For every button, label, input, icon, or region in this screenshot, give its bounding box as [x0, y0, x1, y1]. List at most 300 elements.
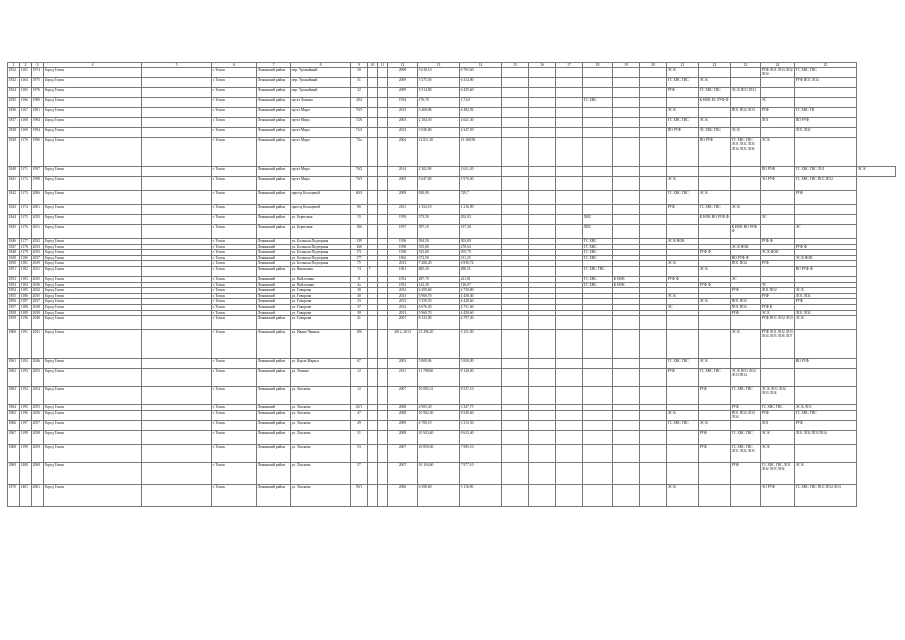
table-cell	[378, 420, 388, 430]
table-cell: 1956	[388, 239, 418, 245]
table-cell: 33	[351, 299, 368, 305]
table-cell	[378, 444, 388, 462]
table-cell	[142, 410, 212, 420]
table-cell: ПО РУФ	[699, 138, 731, 167]
table-cell: 1860	[8, 330, 20, 359]
table-cell	[613, 215, 640, 225]
table-cell: 2004	[388, 138, 418, 167]
table-cell: 295,79	[460, 250, 502, 256]
table-cell: ул. Большая Подгорная	[291, 250, 351, 256]
table-cell: ТС ХВС ГВС	[583, 266, 613, 276]
table-cell: 139	[351, 239, 368, 245]
table-cell: ПО РУФ	[667, 128, 699, 138]
table-cell: 2009	[388, 88, 418, 98]
table-cell	[368, 387, 378, 405]
table-cell	[368, 118, 378, 128]
table-cell	[142, 128, 212, 138]
table-cell: ТС ХВС ГВС	[667, 118, 699, 128]
table-cell	[640, 430, 667, 444]
table-cell	[502, 266, 529, 276]
table-cell: ЭО РУФ	[761, 177, 795, 191]
table-cell: 1991	[32, 108, 44, 118]
table-cell: 2058	[32, 430, 44, 444]
table-cell	[613, 387, 640, 405]
table-cell	[368, 205, 378, 215]
table-cell: 1194	[20, 387, 32, 405]
table-cell	[613, 98, 640, 108]
table-cell: Ленинский	[257, 244, 291, 250]
table-cell: г. Томск	[212, 118, 257, 128]
column-header: 11	[378, 63, 388, 68]
table-cell: Город Томск	[44, 316, 142, 330]
column-header: 8	[291, 63, 351, 68]
table-cell: Ленинский район	[257, 167, 291, 177]
table-cell	[529, 444, 556, 462]
table-cell	[613, 118, 640, 128]
table-cell	[795, 369, 857, 387]
table-cell: РУФ	[761, 410, 795, 420]
table-cell	[502, 167, 529, 177]
table-cell: 480,51	[460, 266, 502, 276]
table-cell	[378, 410, 388, 420]
table-cell	[378, 68, 388, 78]
table-cell	[502, 108, 529, 118]
table-cell	[556, 108, 583, 118]
table-cell: 820,90	[418, 191, 460, 205]
table-cell: 1185	[20, 288, 32, 294]
table-cell: 37	[351, 304, 368, 310]
table-cell: Ленинский район	[257, 177, 291, 191]
table-cell: 72а	[351, 138, 368, 167]
table-cell	[529, 167, 556, 177]
table-cell: 1842	[8, 191, 20, 205]
table-cell: РУФ	[667, 88, 699, 98]
table-cell	[583, 430, 613, 444]
table-cell: 2056	[32, 410, 44, 420]
table-cell: 2011	[388, 369, 418, 387]
table-cell: 4 428,60	[460, 299, 502, 305]
table-cell: Город Томск	[44, 98, 142, 108]
table-cell: РУФ Ф	[699, 282, 731, 288]
table-cell: ТС ХВС ГВС	[795, 68, 857, 78]
table-cell	[795, 330, 857, 359]
table-cell: ЛО1 ЛО2 ПО3 ПО4	[795, 430, 857, 444]
table-cell: Ленинский	[257, 288, 291, 294]
table-cell	[529, 484, 556, 506]
table-row	[8, 215, 896, 225]
table-cell: РУФ	[761, 293, 795, 299]
table-cell: 1957	[388, 225, 418, 239]
table-cell: 1847	[8, 244, 20, 250]
table-cell: 1839	[8, 138, 20, 167]
table-cell: 18б	[351, 225, 368, 239]
table-cell: 1188	[20, 304, 32, 310]
table-cell: ул. Говорова	[291, 310, 351, 316]
table-cell	[761, 191, 795, 205]
table-cell	[502, 191, 529, 205]
column-header: 2	[20, 63, 32, 68]
table-cell: ПО1 ПО2 ЛО3	[731, 108, 761, 118]
table-cell: 2003	[388, 359, 418, 369]
table-cell	[640, 205, 667, 215]
table-cell: РУФ	[667, 369, 699, 387]
table-cell: 1976	[32, 88, 44, 98]
table-cell	[795, 205, 857, 215]
table-cell: 2061	[32, 484, 44, 506]
table-body	[8, 68, 896, 507]
table-cell: ЭС К	[795, 462, 857, 484]
table-cell: 2012	[388, 304, 418, 310]
table-cell: ТС ХВС ГВС	[667, 78, 699, 88]
table-cell: 2009	[388, 191, 418, 205]
table-cell: ЭС К	[857, 167, 896, 177]
table-cell	[613, 167, 640, 177]
table-cell: 2013	[388, 261, 418, 267]
table-cell	[142, 138, 212, 167]
table-cell: Город Томск	[44, 261, 142, 267]
table-cell: ТС ХВС ГВС	[795, 410, 857, 420]
table-cell: 1190	[20, 316, 32, 330]
table-cell	[378, 369, 388, 387]
table-cell	[556, 316, 583, 330]
table-cell: 1187	[20, 299, 32, 305]
table-cell: 3 038,80	[418, 128, 460, 138]
table-cell: 1168	[20, 118, 32, 128]
table-cell: К НОК ВО РУФ Ф	[699, 215, 731, 225]
table-cell: Ленинский район	[257, 98, 291, 108]
table-cell: 303,09	[460, 239, 502, 245]
table-cell: г. Томск	[212, 167, 257, 177]
table-cell: 1984	[32, 118, 44, 128]
table-cell	[142, 484, 212, 506]
table-cell: 45/1	[351, 405, 368, 411]
table-cell	[368, 359, 378, 369]
table-cell: ул. Лыскова	[291, 410, 351, 420]
table-cell: 4 905,30	[418, 405, 460, 411]
table-cell: г. Томск	[212, 128, 257, 138]
table-cell: 6 797,30	[460, 316, 502, 330]
table-cell: Город Томск	[44, 68, 142, 78]
table-cell: пр-кт Мира	[291, 177, 351, 191]
table-cell	[502, 78, 529, 88]
table-cell	[529, 78, 556, 88]
table-cell: ЭС К ЛО1	[795, 405, 857, 411]
table-cell	[556, 410, 583, 420]
table-cell: 15	[351, 215, 368, 225]
table-cell: 1183	[20, 276, 32, 282]
table-cell: Ленинский район	[257, 410, 291, 420]
table-row	[8, 420, 896, 430]
table-cell: 311,25	[460, 255, 502, 261]
table-cell	[699, 177, 731, 191]
table-cell: 2008	[388, 410, 418, 420]
table-cell: г. Томск	[212, 215, 257, 225]
table-cell	[640, 420, 667, 430]
table-cell	[640, 191, 667, 205]
table-cell	[502, 330, 529, 359]
table-cell: ТС ХВС ГВС	[699, 88, 731, 98]
table-cell: 2055	[32, 405, 44, 411]
table-cell: ЭС К	[667, 108, 699, 118]
table-cell: 76/3	[351, 177, 368, 191]
table-cell	[502, 177, 529, 191]
table-cell: ул. Большая Подгорная	[291, 255, 351, 261]
table-cell	[556, 78, 583, 88]
table-cell	[613, 330, 640, 359]
table-cell: 6 676,50	[418, 304, 460, 310]
table-cell: 373,50	[418, 215, 460, 225]
table-cell: ул. Ивана Черных	[291, 330, 351, 359]
table-cell	[142, 78, 212, 88]
table-cell: 2039	[32, 261, 44, 267]
table-cell: Ленинский район	[257, 68, 291, 78]
table-cell	[583, 68, 613, 78]
table-row	[8, 108, 896, 118]
table-cell	[699, 225, 731, 239]
table-cell: РУФ ПО1 ЛО2 ЛО3	[761, 316, 795, 330]
table-cell: Город Томск	[44, 108, 142, 118]
table-cell: Город Томск	[44, 405, 142, 411]
table-cell	[142, 387, 212, 405]
table-cell: 1952	[388, 282, 418, 288]
table-cell: г. Томск	[212, 177, 257, 191]
table-cell: ЭС К НОК	[795, 255, 857, 261]
table-cell: 59/1	[351, 484, 368, 506]
column-header: 25	[795, 63, 857, 68]
table-cell: г. Томск	[212, 420, 257, 430]
table-cell: пр-кт Мира	[291, 108, 351, 118]
table-cell: 1186	[20, 293, 32, 299]
table-cell: 1867	[8, 430, 20, 444]
table-cell	[529, 98, 556, 108]
table-cell: 75	[351, 261, 368, 267]
table-cell	[583, 387, 613, 405]
table-cell	[640, 266, 667, 276]
table-cell: 2032	[32, 288, 44, 294]
table-cell: 1858	[8, 310, 20, 316]
table-cell	[731, 68, 761, 78]
table-cell: ЭС	[731, 276, 761, 282]
table-cell: г. Томск	[212, 405, 257, 411]
table-row	[8, 88, 896, 98]
table-cell: 2013	[388, 293, 418, 299]
table-cell: 10 902,30	[418, 410, 460, 420]
table-cell: Ленинский район	[257, 387, 291, 405]
table-cell: Ленинский район	[257, 108, 291, 118]
table-row	[8, 484, 896, 506]
table-cell	[731, 191, 761, 205]
table-cell: 1400	[20, 462, 32, 484]
table-cell	[667, 215, 699, 225]
table-cell: Ленинский район	[257, 420, 291, 430]
table-cell: 1864	[8, 405, 20, 411]
table-cell: ЭС К	[761, 444, 795, 462]
table-cell: 2031	[32, 225, 44, 239]
table-cell: 171	[351, 250, 368, 256]
table-cell	[529, 410, 556, 420]
table-row	[8, 205, 896, 215]
table-cell: 5 808,06	[418, 359, 460, 369]
table-cell: Город Томск	[44, 369, 142, 387]
table-cell: 74	[351, 266, 368, 276]
table-cell: 2037	[32, 255, 44, 261]
table-cell: 1958	[388, 244, 418, 250]
table-cell: 2007	[388, 316, 418, 330]
table-cell: 1181	[20, 261, 32, 267]
table-cell	[368, 420, 378, 430]
table-cell: Город Томск	[44, 293, 142, 299]
table-cell: 2006	[388, 484, 418, 506]
table-cell: Ленинский	[257, 261, 291, 267]
table-cell: 2032	[32, 239, 44, 245]
table-cell: г. Томск	[212, 410, 257, 420]
table-cell: Город Томск	[44, 430, 142, 444]
table-cell: 397,10	[418, 225, 460, 239]
table-cell: 1958	[388, 250, 418, 256]
column-header: 13	[418, 63, 460, 68]
table-cell: 5 514,89	[418, 88, 460, 98]
table-cell: 1851	[8, 266, 20, 276]
table-cell: ЭС К	[795, 288, 857, 294]
table-cell: Ленинский	[257, 255, 291, 261]
table-cell: Ленинский	[257, 405, 291, 411]
table-cell: 2053	[32, 369, 44, 387]
table-cell: ул. Лыскова	[291, 420, 351, 430]
table-cell	[731, 266, 761, 276]
table-cell: Город Томск	[44, 310, 142, 316]
table-row	[8, 316, 896, 330]
table-cell	[378, 316, 388, 330]
table-cell: 1191	[20, 330, 32, 359]
table-cell	[556, 369, 583, 387]
table-cell	[368, 108, 378, 118]
table-row	[8, 387, 896, 405]
table-cell: 1178	[20, 244, 32, 250]
table-row	[8, 430, 896, 444]
table-cell: Ленинский район	[257, 484, 291, 506]
table-cell	[529, 266, 556, 276]
table-cell: г. Томск	[212, 330, 257, 359]
table-cell	[502, 359, 529, 369]
table-cell	[667, 138, 699, 167]
table-cell: г. Томск	[212, 205, 257, 215]
table-cell: 30	[351, 293, 368, 299]
table-row	[8, 128, 896, 138]
table-cell	[667, 444, 699, 462]
table-cell: 1179	[20, 250, 32, 256]
table-cell	[368, 484, 378, 506]
table-cell: Город Томск	[44, 225, 142, 239]
column-header: 3	[32, 63, 44, 68]
table-cell: 1189	[20, 310, 32, 316]
table-cell: 5 970,00	[460, 177, 502, 191]
table-cell	[378, 88, 388, 98]
table-cell	[640, 359, 667, 369]
table-cell	[761, 266, 795, 276]
table-cell	[640, 68, 667, 78]
table-cell	[583, 444, 613, 462]
table-row	[8, 167, 896, 177]
table-cell: 5 047,80	[418, 177, 460, 191]
table-cell	[613, 462, 640, 484]
table-cell: ТС ХВС ГВС	[667, 191, 699, 205]
table-cell: 1174	[20, 205, 32, 215]
table-cell: 1852	[8, 276, 20, 282]
table-row	[8, 330, 896, 359]
table-cell	[368, 191, 378, 205]
table-cell: 1175	[20, 215, 32, 225]
table-cell: 7	[368, 266, 378, 276]
table-cell	[667, 430, 699, 444]
table-cell: 1857	[8, 304, 20, 310]
table-cell: ул. Береговая	[291, 215, 351, 225]
table-cell	[529, 387, 556, 405]
table-cell: РУФ ЛО1 ЛО3 ЛО2 ЛО4	[761, 68, 793, 77]
table-cell: 355,80	[418, 244, 460, 250]
column-header: 18	[583, 63, 613, 68]
table-cell	[142, 330, 212, 359]
table-cell	[613, 78, 640, 88]
table-cell	[378, 359, 388, 369]
table-cell: 287,70	[418, 276, 460, 282]
table-cell: Ленинский район	[257, 266, 291, 276]
table-cell: 8 623,40	[460, 430, 502, 444]
table-cell: ЭС К	[699, 118, 731, 128]
table-cell: 41	[351, 316, 368, 330]
table-cell: 1836	[8, 108, 20, 118]
column-header: 14	[460, 63, 502, 68]
table-cell	[529, 225, 556, 239]
table-cell: 39	[351, 310, 368, 316]
table-cell	[613, 191, 640, 205]
table-cell: 1838	[8, 128, 20, 138]
table-cell: Город Томск	[44, 304, 142, 310]
table-cell: 1176	[20, 225, 32, 239]
table-cell: ул. Большая Подгорная	[291, 261, 351, 267]
table-cell: 1837	[8, 118, 20, 128]
table-cell: Город Томск	[44, 118, 142, 128]
table-cell: 2035	[32, 215, 44, 225]
table-cell: 1868	[8, 444, 20, 462]
table-cell: 1844	[8, 215, 20, 225]
table-cell: ЭС	[761, 282, 795, 288]
table-cell	[368, 78, 378, 88]
table-cell: 6 398,60	[418, 484, 460, 506]
table-cell: 1832	[8, 68, 20, 78]
table-cell: ЭС К НОК	[761, 250, 795, 256]
table-cell: 4 482,92	[460, 108, 502, 118]
table-cell	[378, 205, 388, 215]
table-cell: 2035	[32, 276, 44, 282]
table-cell	[613, 430, 640, 444]
table-cell: 10 085,31	[418, 387, 460, 405]
table-cell	[502, 215, 529, 225]
table-cell: 3 347,75	[460, 405, 502, 411]
table-cell	[556, 98, 583, 108]
table-cell: РУФ	[731, 462, 761, 484]
table-cell: 1193	[20, 369, 32, 387]
table-cell	[368, 444, 378, 462]
table-cell: Город Томск	[44, 177, 142, 191]
table-cell: Ленинский район	[257, 205, 291, 215]
table-cell: 2046	[32, 359, 44, 369]
table-cell: 292,93	[460, 215, 502, 225]
table-cell: 12 011,30	[418, 138, 460, 167]
column-header: 9	[351, 63, 368, 68]
table-cell: 1184	[20, 282, 32, 288]
table-cell: Город Томск	[44, 299, 142, 305]
table-cell: 2041	[32, 330, 44, 359]
